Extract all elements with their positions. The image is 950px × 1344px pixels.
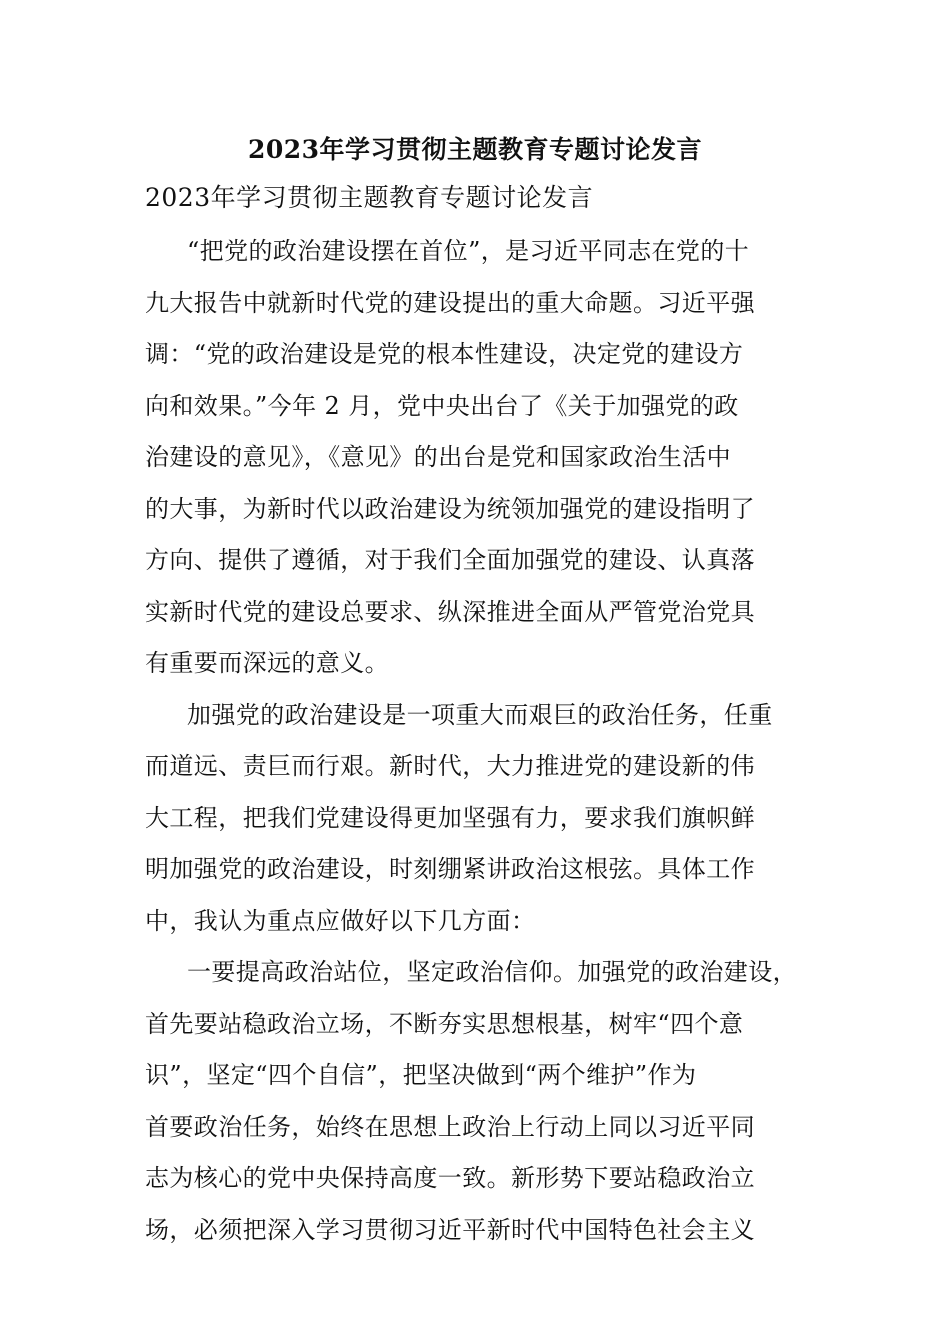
text-line: 而道远、责巨而行艰。新时代，大力推进党的建设新的伟 <box>145 752 755 780</box>
text-line: 向和效果。”今年 2 月，党中央出台了《关于加强党的政 <box>145 391 739 420</box>
text-line: 实新时代党的建设总要求、纵深推进全面从严管党治党具 <box>145 597 755 626</box>
text-line: 首要政治任务，始终在思想上政治上行动上同以习近平同 <box>145 1112 755 1141</box>
text-line: 首先要站稳政治立场，不断夯实思想根基，树牢“四个意 <box>145 1009 744 1038</box>
text-line: 有重要而深远的意义。 <box>145 649 389 677</box>
text-line: 治建设的意见》，《意见》的出台是党和国家政治生活中 <box>145 443 731 471</box>
text-line: 的大事，为新时代以政治建设为统领加强党的建设指明了 <box>145 494 755 523</box>
document-body <box>145 226 815 1256</box>
text-line: 一要提高政治站位，坚定政治信仰。加强党的政治建设， <box>187 958 797 986</box>
text-line: 九大报告中就新时代党的建设提出的重大命题。习近平强 <box>145 288 755 317</box>
document-title: 2023年学习贯彻主题教育专题讨论发言 <box>247 135 703 164</box>
text-line: “把党的政治建设摆在首位”，是习近平同志在党的十 <box>187 237 750 265</box>
text-line: 识”，坚定“四个自信”，把坚决做到“两个维护”作为 <box>145 1061 697 1089</box>
text-line: 加强党的政治建设是一项重大而艰巨的政治任务，任重 <box>187 700 773 729</box>
text-line: 方向、提供了遵循，对于我们全面加强党的建设、认真落 <box>145 546 755 574</box>
document-subtitle: 2023年学习贯彻主题教育专题讨论发言 <box>145 183 594 212</box>
text-line: 调：“党的政治建设是党的根本性建设，决定党的建设方 <box>145 340 744 368</box>
text-line: 场，必须把深入学习贯彻习近平新时代中国特色社会主义 <box>145 1215 755 1244</box>
text-line: 大工程，把我们党建设得更加坚强有力，要求我们旗帜鲜 <box>145 803 755 832</box>
text-line: 明加强党的政治建设，时刻绷紧讲政治这根弦。具体工作 <box>145 855 755 883</box>
paragraph-3 <box>145 947 815 1256</box>
paragraph-1 <box>145 226 815 690</box>
text-line: 中，我认为重点应做好以下几方面： <box>145 906 536 935</box>
paragraph-2 <box>145 690 815 948</box>
text-line: 志为核心的党中央保持高度一致。新形势下要站稳政治立 <box>145 1164 755 1192</box>
